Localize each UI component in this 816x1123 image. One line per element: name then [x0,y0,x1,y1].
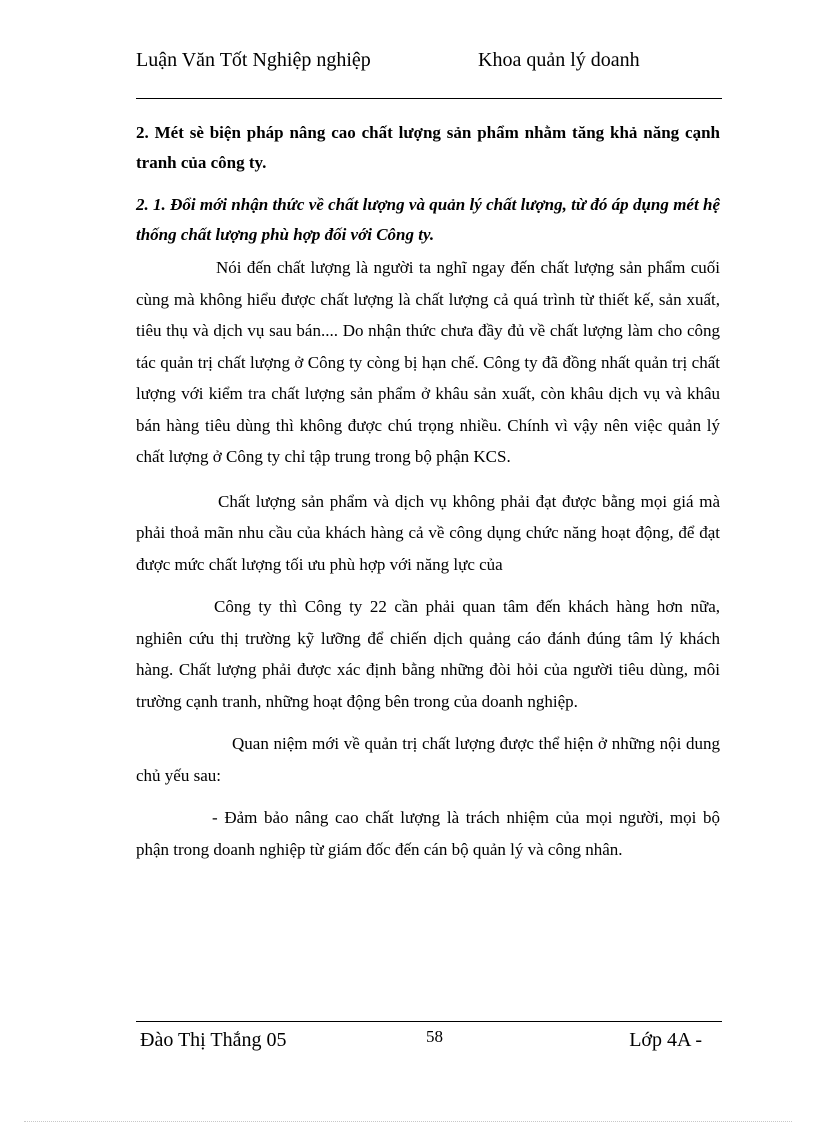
footer-author: Đào Thị Thắng 05 [140,1029,287,1051]
body-paragraph: Quan niệm mới về quản trị chất lượng được thể hiện ở những nội dung chủ yếu sau: [136,734,720,785]
body-paragraph: - Đảm bảo nâng cao chất lượng là trách nhiệm của mọi người, mọi bộ phận trong doanh nghiệp từ giám đốc đến cán bộ quản lý và công nhân. [136,808,720,859]
page-bottom-divider [24,1121,792,1122]
body-paragraph: Nói đến chất lượng là người ta nghĩ ngay đến chất lượng sản phẩm cuối cùng mà không hiểu được chất lượng là chất lượng cả quá trình từ thiết kế, sản xuất, tiêu thụ và dịch vụ sau bán.... Do nhận thức chưa đầy đủ về chất lượng làm cho công tác quản trị chất lượng ở Công ty còng bị hạn chế. Công ty đã đồng nhất quản trị chất lượng với kiểm tra chất lượng sản phẩm ở khâu sản xuất, còn khâu dịch vụ và khâu bán hàng tiêu dùng thì không được chú trọng nhiều. Chính vì vậy nên việc quản lý chất lượng ở Công ty chỉ tập trung trong bộ phận KCS. [136,258,720,466]
header-faculty: Khoa quản lý doanh [478,49,640,71]
footer-class: Lớp 4A - [629,1029,702,1051]
page-footer [136,1021,722,1082]
header-thesis-title: Luận Văn Tốt Nghiệp nghiệp [136,49,371,71]
section-heading: 2. Mét sè biện pháp nâng cao chất lượng sản phẩm nhằm tăng khả năng cạnh tranh của công ty. [136,123,720,172]
body-paragraph: Chất lượng sản phẩm và dịch vụ không phải đạt được bằng mọi giá mà phải thoả mãn nhu cầu của khách hàng cả về công dụng chức năng hoạt động, để đạt được mức chất lượng tối ưu phù hợp với năng lực của [136,491,720,574]
body-paragraph: Công ty thì Công ty 22 cần phải quan tâm đến khách hàng hơn nữa, nghiên cứu thị trường kỹ lưỡng để chiến dịch quảng cáo đánh đúng tâm lý khách hàng. Chất lượng phải được xác định bằng những đòi hỏi của người tiêu dùng, môi trường cạnh tranh, những hoạt động bên trong của doanh nghiệp. [136,597,720,711]
page-body [136,118,720,865]
subsection-heading: 2. 1. Đổi mới nhận thức về chất lượng và quản lý chất lượng, từ đó áp dụng mét hệ thống chất lượng phù hợp đối với Công ty. [136,195,720,244]
page-number: 58 [426,1027,443,1046]
page-header [136,48,722,99]
